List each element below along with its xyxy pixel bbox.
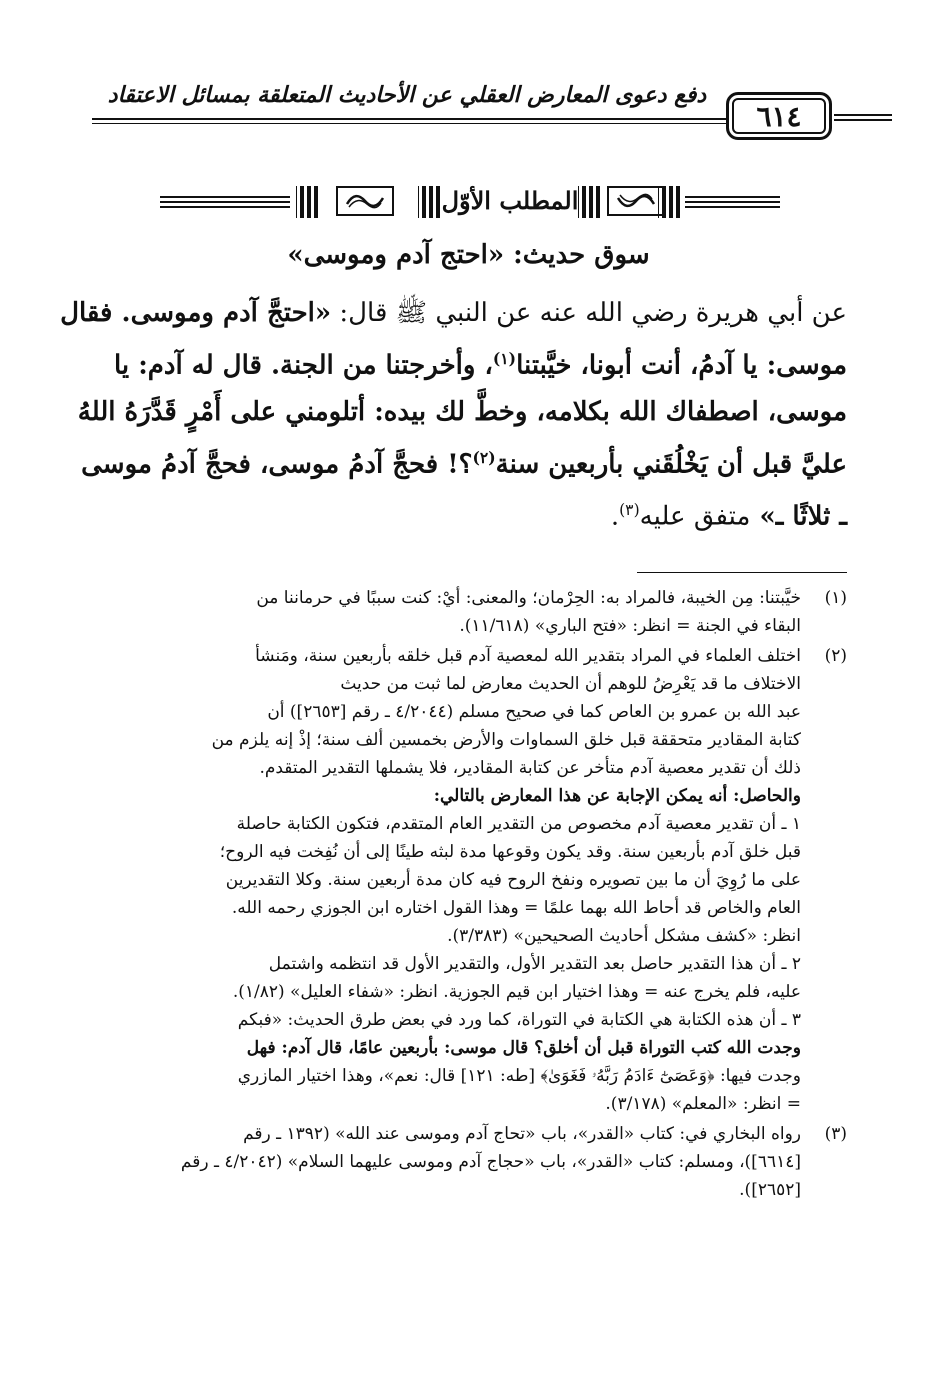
banner-lines-left: [160, 196, 290, 210]
page-number: [726, 92, 832, 140]
wave-ornament-icon: [616, 192, 656, 210]
footnote-line: [٦٦١٤])، ومسلم: كتاب «القدر»، باب «حجاج آدم وموسى عليهما السلام» (٤/٢٠٤٢ ـ رقم: [180, 1152, 801, 1172]
text-bold: عليَّ قبل أن يَخْلُقَني بأربعين سنة: [495, 449, 847, 480]
footnote: [90, 642, 847, 1118]
running-header: [92, 70, 852, 150]
footnote-line: على ما رُوِيَ أن ما بين تصويره ونفخ الروح فيه كان مدة أربعين سنة. وكلا التقديرين: [225, 870, 801, 890]
text-bold: موسى، اصطفاك الله بكلامه، وخطَّ لك بيده: أتلومني على أَمْرٍ قَدَّرَهُ اللهُ: [77, 396, 847, 427]
text-line: [60, 290, 847, 336]
banner-lines-right: [685, 196, 780, 210]
footnote-line: الاختلاف ما قد يَعْرِضُ للوهم أن الحديث معارض لما ثبت من حديث: [340, 674, 801, 694]
footnote-line: والحاصل: أنه يمكن الإجابة عن هذا المعارض بالتالي:: [433, 786, 801, 806]
footnote-ref[interactable]: (١): [492, 349, 517, 368]
text-bold: موسى: يا آدمُ، أنت أبونا، خيَّبتنا: [516, 350, 847, 381]
text-bold: «احتجَّ آدم وموسى. فقال: [60, 298, 332, 328]
footnote-line: قبل خلق آدم بأربعين سنة. وقد يكون وقوعها مدة لبثه طينًا إلى أن نُفِخت فيه الروح؛: [219, 842, 801, 862]
header-rule: [92, 118, 730, 124]
footnote-line: انظر: «كشف مشكل أحاديث الصحيحين» (٣/٣٨٣).: [447, 926, 801, 946]
banner-bars-ornament: [658, 186, 680, 218]
section-banner-title: المطلب الأوّل: [441, 186, 579, 215]
footnote-line: رواه البخاري في: كتاب «القدر»، باب «تحاج آدم وموسى عند الله» (١٣٩٢ ـ رقم: [243, 1124, 801, 1144]
footnotes: [90, 584, 847, 1206]
text-normal: عن أبي هريرة رضي الله عنه عن النبي ﷺ قال:: [331, 298, 847, 328]
header-rule-ornament: [834, 114, 892, 121]
footnote-line: عبد الله بن عمرو بن العاص كما في صحيح مسلم (٤/٢٠٤٤ ـ رقم [٢٦٥٣]) أن: [267, 702, 801, 722]
footnote-line: العام والخاص قد أحاط الله بهما علمًا = وهذا القول اختاره ابن الجوزي رحمه الله.: [231, 898, 801, 918]
footnote-line: ٢ ـ أن هذا التقدير حاصل بعد التقدير الأول، والتقدير الأول قد انتظمه واشتمل: [268, 954, 801, 974]
text-normal: متفق عليه: [639, 501, 751, 532]
footnote-line: ذلك أن تقدير معصية آدم متأخر عن كتابة المقادير، فلا يشملها التقدير المتقدم.: [259, 758, 801, 778]
footnote-line: خيَّبتنا: مِن الخيبة، فالمراد به: الحِرْمان؛ والمعنى: أيْ: كنت سببًا في حرماننا من: [256, 588, 801, 608]
text-line: [90, 336, 847, 389]
footnote-line: البقاء في الجنة = انظر: «فتح الباري» (١١/٦١٨).: [459, 616, 801, 636]
hadith-paragraph: [60, 290, 847, 540]
footnote: [90, 1120, 847, 1204]
wave-ornament-icon: [345, 192, 385, 210]
footnote-ref[interactable]: (٢): [472, 447, 496, 467]
text-line: [77, 389, 847, 435]
text-line: [90, 487, 847, 540]
banner-ornament-icon: [607, 186, 665, 216]
footnote-separator: [637, 572, 847, 573]
footnote: [90, 584, 847, 640]
footnote-line: وجدت الله كتب التوراة قبل أن أخلق؟ قال موسى: بأربعين عامًا، قال آدم: فهل: [246, 1038, 801, 1058]
footnote-line: اختلف العلماء في المراد بتقدير الله لمعصية آدم قبل خلقه بأربعين سنة، ومَنشأ: [255, 646, 801, 666]
footnote-line: = انظر: «المعلم» (٣/١٧٨).: [605, 1094, 801, 1114]
footnote-number: (٢): [824, 646, 847, 666]
footnote-line: ١ ـ أن تقدير معصية آدم مخصوص من التقدير العام المتقدم، فتكون الكتابة حاصلة: [236, 814, 801, 834]
section-subtitle: سوق حديث: «احتج آدم وموسى»: [287, 240, 650, 270]
banner-bars-ornament: [578, 186, 600, 218]
footnote-ref[interactable]: (٣): [619, 501, 640, 520]
footnote-line: [٢٦٥٢]).: [739, 1180, 801, 1200]
text-normal: .: [610, 501, 620, 532]
text-bold: ـ ثلاثًا ـ»: [750, 501, 847, 532]
footnote-line: ٣ ـ أن هذه الكتابة هي الكتابة في التوراة، كما ورد في بعض طرق الحديث: «فبكم: [237, 1010, 801, 1030]
footnote-line: عليه، فلم يخرج عنه = وهذا اختيار ابن قيم الجوزية. انظر: «شفاء العليل» (١/٨٢).: [232, 982, 801, 1002]
section-banner: [160, 182, 780, 222]
text-line: [81, 435, 847, 488]
running-title: دفع دعوى المعارض العقلي عن الأحاديث المتعلقة بمسائل الاعتقاد: [107, 82, 707, 108]
banner-ornament-icon: [336, 186, 394, 216]
text-bold: ، وأخرجتنا من الجنة. قال له آدم: يا: [114, 350, 493, 381]
footnote-number: (١): [824, 588, 847, 608]
footnote-line: كتابة المقادير متحققة قبل خلق السماوات والأرض بخمسين ألف سنة؛ إذْ إنه يلزم من: [211, 730, 801, 750]
footnote-line: وجدت فيها: ﴿وَعَصَىٰٓ ءَادَمُ رَبَّهُۥ فَغَوَىٰ﴾ [طه: ١٢١] قال: نعم»، وهذا اختيار المازري: [237, 1066, 801, 1086]
page-number-text: ٦١٤: [756, 99, 802, 133]
text-bold: ؟! فحجَّ آدمُ موسى، فحجَّ آدمُ موسى: [81, 449, 473, 480]
banner-bars-ornament: [296, 186, 318, 218]
footnote-number: (٣): [824, 1124, 847, 1144]
